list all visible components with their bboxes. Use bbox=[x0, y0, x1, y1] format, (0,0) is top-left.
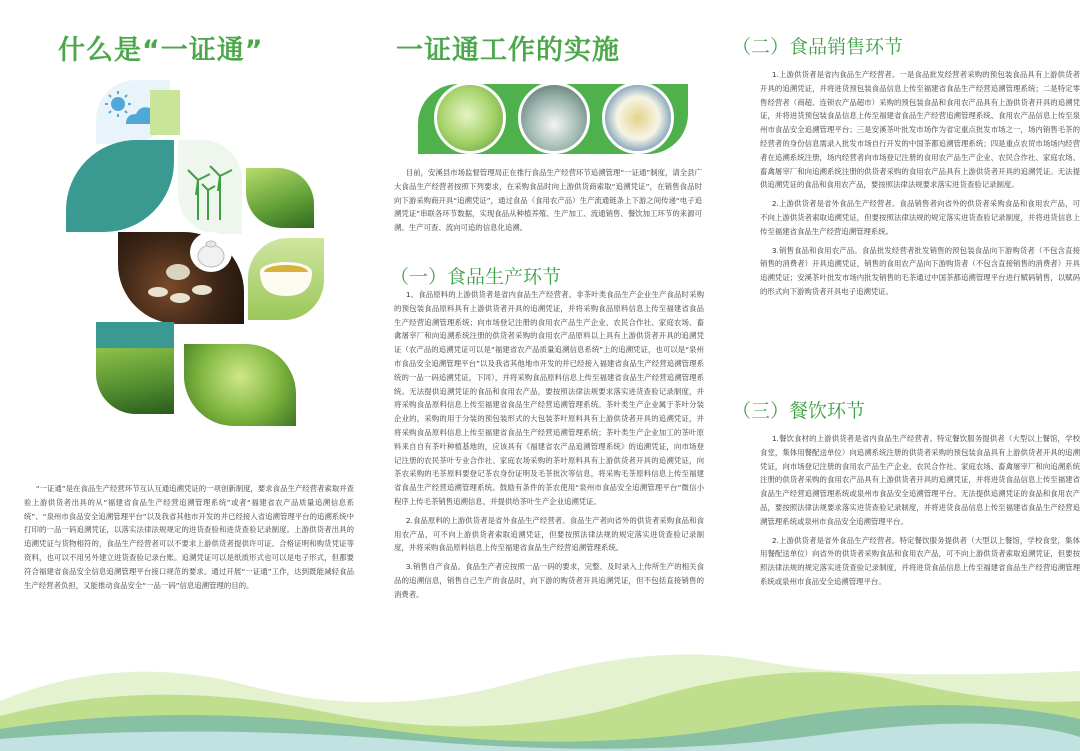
sales-paragraph-3: 3.销售食品和食用农产品。食品批发经营者批发销售的预包装食品向下游购货者（不包含直接销售的消费者）开具追溯凭证，销售的食用农产品向下游购货者（不包含直接销售的消费者）开具追溯凭证；安溪茶叶批发市场内批发销售的毛茶通过中国茶都追溯管理平台进行赋码销售，以赋码的形式向下游购货者开具电子追溯凭证。 bbox=[760, 245, 1080, 296]
tile-tea-cup bbox=[248, 238, 324, 320]
catering-body bbox=[760, 432, 1080, 594]
photo-tea-leaf bbox=[434, 82, 506, 154]
sales-body bbox=[760, 68, 1080, 304]
section-production-title: （一）食品生产环节 bbox=[390, 266, 562, 288]
catering-paragraph-1: 1.餐饮食材的上游供货者是省内食品生产经营者。特定餐饮服务提供者（大型以上餐馆，学校食堂，集体用餐配送单位）向追溯系统注册的供货者采购的预包装食品具有上游供货者开具的追溯凭证，向市场登记注册的食用农产品生产企业、农民合作社、家庭农场、畜禽屠宰厂和向追溯系统注册的供货者采购的食用农产品具有上游供货者开具的追溯凭证，并将进货食品信息上传至福建省食品生产经营追溯管理系统或泉州市食品安全追溯管理平台。无法提供追溯凭证的食品和食用农产品，要按照法律法规要求落实进货查验记录制度，并将进货食品信息上传至福建省食品生产经营追溯管理系统或泉州市食品安全追溯管理平台。 bbox=[760, 434, 1080, 526]
page-title-what-is: 什么是“一证通” bbox=[58, 35, 264, 66]
production-paragraph-1: 1、食品原料的上游供货者是省内食品生产经营者。非茶叶类食品生产企业生产食品时采购的预包装食品原料具有上游供货者开具的追溯凭证，并将采购食品原料信息上传至福建省食品生产经营追溯管理系统；向市场登记注册的食用农产品生产企业、农民合作社、家庭农场、畜禽屠宰厂和向追溯系统注册的供货者采购的食用农产品原料以上具有上游供货者开具的追溯凭证（农产品的追溯凭证可以是“福建省农产品质量追溯信息系统”上的追溯凭证，也可以是“泉州市食品安全追溯管理平台”以及我省其他地市开发的并已经接入福建省食品生产经营追溯管理系统的一品一码追溯凭证，下同），并将采购食品原料信息上传至福建省食品生产经营追溯管理系统。无法提供追溯凭证的食品和食用农产品，要按照法律法规要求落实进货查验记录制度，并将采购食品原料信息上传至福建省食品生产经营追溯管理系统。茶叶类生产企业属于茶叶分装企业的，采购的用于分装的预包装形式的大包装茶叶原料具有上游供货者开具的追溯凭证，并将采购食品原料信息上传至福建省食品生产经营追溯管理系统；茶叶类生产企业加工的茶叶原料来自自有茶叶种植基地的，应该具有《福建省农产品追溯管理系统》的追溯凭证，向市场登记注册的农民茶叶专业合作社、家庭农场采购的茶叶原料具有上游供货者开具的追溯凭证，向茶农采购的毛茶原料要登记茶农身份证明及毛茶批次等信息，将采购毛茶原料信息上传至福建省食品生产经营追溯管理系统。鼓励有条件的茶农使用“泉州市食品安全追溯管理平台”微信小程序上传毛茶销售追溯信息，并提供给茶叶生产企业追溯凭证。 bbox=[394, 290, 704, 506]
tile-wind bbox=[178, 140, 242, 234]
tile-teal-small bbox=[96, 322, 174, 350]
tile-teal-leaf bbox=[66, 140, 174, 232]
intro-paragraph: 目前，安溪县市场监督管理局正在推行食品生产经营环节追溯管理“一证通”制度，请全县广大食品生产经营者按照下列要求，在采购食品时向上游供货商索取“追溯凭证”，在销售食品时向下游采购商开具“追溯凭证”，通过食品（食用农产品）生产流通链条上下游之间传递“电子追溯凭证”串联各环节数据，实现食品从种植养殖、生产加工、流通销售、餐饮加工环节的来源可溯、生产可查、流向可追的信息化追溯。 bbox=[394, 168, 702, 233]
what-is-body bbox=[24, 482, 354, 597]
photo-banner bbox=[418, 78, 688, 158]
page-title-implementation: 一证通工作的实施 bbox=[396, 35, 620, 66]
production-paragraph-2: 2.食品原料的上游供货者是省外食品生产经营者。食品生产者向省外的供货者采购食品和食用农产品，可不向上游供货者索取追溯凭证，但要按照法律法规的规定落实进货查验记录制度，并将采购食品原料信息上传至福建省食品生产经营追溯管理系统。 bbox=[394, 515, 704, 553]
tile-teapot bbox=[190, 232, 232, 272]
sales-paragraph-2: 2.上游供货者是省外食品生产经营者。食品销售者向省外的供货者采购食品和食用农产品，可不向上游供货者索取追溯凭证，但要按照法律法规的规定落实进货查验记录制度，并将进货信息上传至福建省食品生产经营追溯管理系统。 bbox=[760, 199, 1080, 236]
what-is-paragraph: “一证通”是在食品生产经营环节互认互通追溯凭证的一项创新制度，要求食品生产经营者索取并查验上游供货者出具的从“福建省食品生产经营追溯管理系统”或者“福建省农产品质量追溯信息系统”、“泉州市食品安全追溯管理平台”以及我省其他市开发的并已经接入省追溯管理平台的追溯系统中打印的一品一码追溯凭证，以落实法律法规规定的进货查验和进货查验记录制度。上游供货者出具的追溯凭证与货物相符的，食品生产经营者可以不要求上游供货者提供许可证、合格证明和购货凭证等资料，也可以不用另外建立进货查验记录台账。追溯凭证可以是纸质形式也可以是电子形式，但都要符合福建省食品安全信息追溯管理平台接口规范的要求。通过开展“一证通”工作，达到既能减轻食品生产经营者负担，又能推动食品安全“一品一码”信息追溯管理的目的。 bbox=[24, 484, 354, 590]
wind-turbine-icon bbox=[178, 140, 242, 234]
photo-tea-pour bbox=[518, 82, 590, 154]
section-catering-title: （三）餐饮环节 bbox=[732, 400, 866, 422]
tile-green-square bbox=[150, 90, 180, 135]
tile-plantation bbox=[96, 348, 174, 414]
sales-paragraph-1: 1.上游供货者是省内食品生产经营者。一是食品批发经营者采购的预包装食品具有上游供货者开具的追溯凭证，并将进货预包装食品信息上传至福建省食品生产经营追溯管理系统；二是特定零售经营者（商超、连锁农产品超市）采购的预包装食品和食用农产品具有上游供货者开具的追溯凭证，并将进货预包装食品信息上传至福建省食品生产经营追溯管理系统、食用农产品信息上传至泉州市食品安全追溯管理平台；三是安溪茶叶批发市场作为省定重点批发市场之一，场内销售毛茶的经营者的身份信息需录入批发市场自行开发的中国茶都追溯管理系统；四是重点农贸市场场内经营者在追溯系统注册，场内经营者向市场登记注册的食用农产品生产企业、农民合作社、家庭农场、畜禽屠宰厂和向追溯系统注册的供货者采购的食用农产品具有上游供货者开具的追溯凭证。无法提供追溯凭证的食品和食用农产品，要按照法律法规要求落实进货查验记录制度。 bbox=[760, 70, 1080, 190]
tile-tea-field bbox=[246, 168, 314, 228]
production-body bbox=[394, 288, 704, 607]
decorative-waves bbox=[0, 631, 1080, 751]
photo-tea-bowl bbox=[602, 82, 674, 154]
section-sales-title: （二）食品销售环节 bbox=[732, 36, 904, 58]
production-paragraph-3: 3.销售自产食品。食品生产者应按照一品一码的要求，完整、及时录入上传所生产的相关食品的追溯信息，销售自己生产的食品时，向下游的购货者开具追溯凭证，但不包括直接销售的消费者。 bbox=[394, 562, 704, 599]
catering-paragraph-2: 2.上游供货者是省外食品生产经营者。特定餐饮服务提供者（大型以上餐馆，学校食堂，集体用餐配送单位）向省外的供货者采购食品和食用农产品，可不向上游供货者索取追溯凭证，但要按照法律法规的规定落实进货查验记录制度，并将进货食品信息上传至福建省食品生产经营追溯管理系统或泉州市食品安全追溯管理平台。 bbox=[760, 535, 1080, 586]
implementation-intro bbox=[394, 166, 702, 240]
tile-tea-sprout bbox=[184, 344, 296, 426]
